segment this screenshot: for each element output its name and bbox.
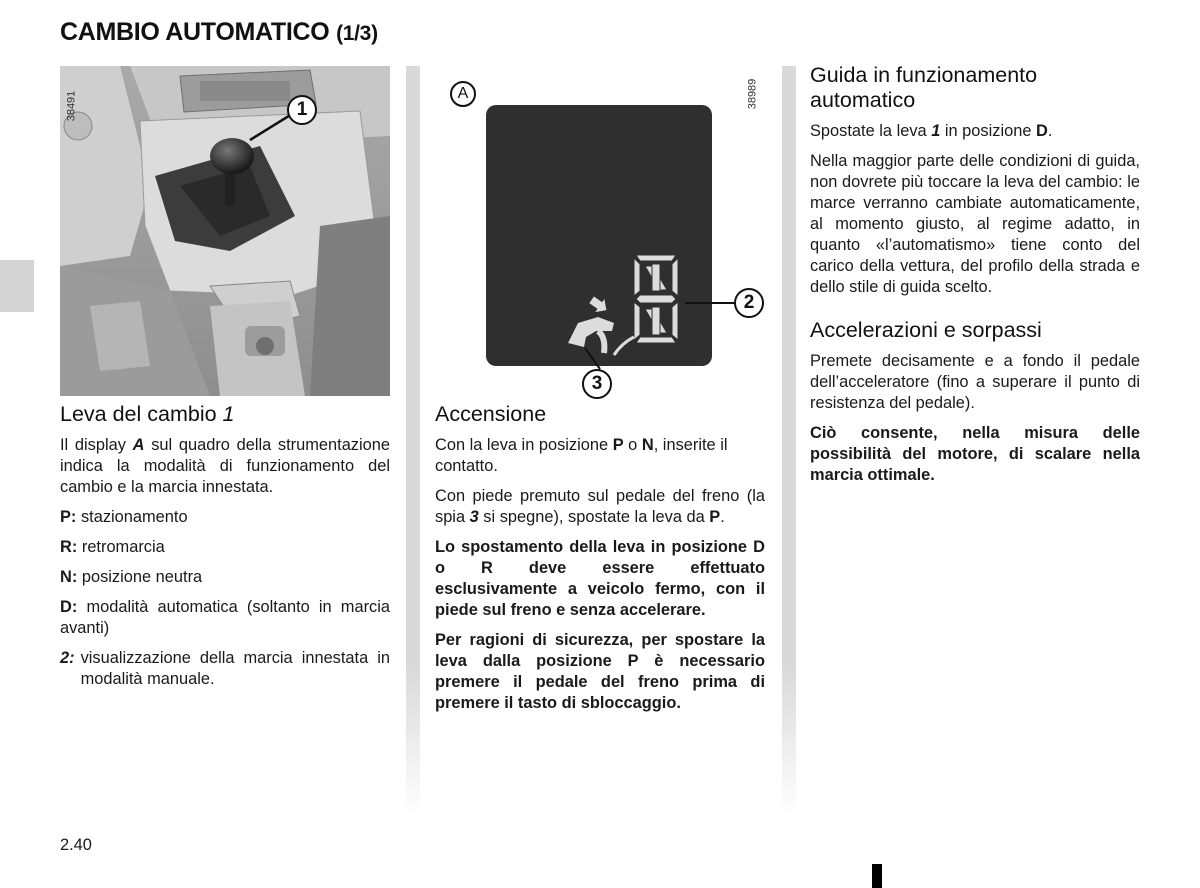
mode-item-p: P: stazionamento (60, 508, 188, 526)
automatic-paragraph-2: Nella maggior parte delle condizioni di guida, non dovrete più toccare la leva del cambio: le marce verranno cambiate automaticamente, al momento giusto, al regime adatto, in quanto «l’automatismo» tiene conto del carico della vettura, del profilo della strada e dello stile di guida scelto. (810, 152, 1140, 296)
ignition-paragraph-2: Con piede premuto sul pedale del freno (la spia 3 si spegne), spostate la leva da P. (435, 487, 765, 526)
section-heading-gear-lever: Leva del cambio 1 (60, 402, 235, 426)
page-title: CAMBIO AUTOMATICO (1/3) (60, 18, 378, 46)
intro-paragraph: Il display A sul quadro della strumentazione indica la modalità di funzionamento del cambio e la marcia innestata. (60, 436, 390, 496)
callout-3: 3 (582, 369, 612, 399)
warning-paragraph-1: Lo spostamento della leva in posizione D o R deve essere effettuato esclusivamente a veicolo fermo, con il piede sul freno e senza accelerare. (435, 538, 765, 619)
column-divider (782, 66, 796, 816)
mode-item-d: D: modalità automatica (soltanto in marcia avanti) (60, 598, 390, 637)
heading-ref: 1 (222, 402, 235, 426)
acceleration-note: Ciò consente, nella misura delle possibilità del motore, di scalare nella marcia ottimale. (810, 424, 1140, 484)
print-mark (872, 864, 882, 888)
ignition-paragraph-1: Con la leva in posizione P o N, inserite il contatto. (435, 436, 728, 475)
callout-2: 2 (734, 288, 764, 318)
callout-1: 1 (287, 95, 317, 125)
section-tab (0, 260, 34, 312)
section-heading-acceleration: Accelerazioni e sorpassi (810, 318, 1042, 342)
page-title-part: (1/3) (336, 22, 378, 45)
figure-code: 38989 (746, 78, 758, 110)
gear-lever-photo (60, 66, 390, 396)
figure-label-a: A (450, 81, 476, 107)
warning-paragraph-2: Per ragioni di sicurezza, per spostare la leva dalla posizione P è necessario premere il pedale del freno prima di premere il tasto di sbloccaggio. (435, 631, 765, 712)
gear-display-screen (486, 105, 712, 366)
display-ref: A (132, 436, 145, 454)
section-heading-automatic: Guida in funzionamento automatico (810, 63, 1038, 112)
column-gear-lever (60, 402, 390, 690)
column-automatic (810, 63, 1140, 495)
mode-item-n: N: posizione neutra (60, 568, 203, 586)
brake-pedal-warning-icon (568, 293, 634, 355)
gear-lever-illustration (60, 66, 390, 396)
dashboard-display-figure (440, 66, 770, 406)
mode-item-r: R: retromarcia (60, 538, 165, 556)
mode-item-2: 2: visualizzazione della marcia innestata in modalità manuale. (60, 649, 390, 688)
column-divider (406, 66, 420, 816)
gear-display-graphic (486, 105, 712, 366)
page-number: 2.40 (60, 836, 92, 854)
acceleration-paragraph: Premete decisamente e a fondo il pedale dell’acceleratore (fino a superare il punto di resistenza del pedale). (810, 352, 1140, 412)
column-ignition (435, 402, 765, 723)
automatic-paragraph-1: Spostate la leva 1 in posizione D. (810, 122, 1053, 140)
section-heading-ignition: Accensione (435, 402, 547, 426)
photo-code: 38491 (65, 90, 77, 122)
